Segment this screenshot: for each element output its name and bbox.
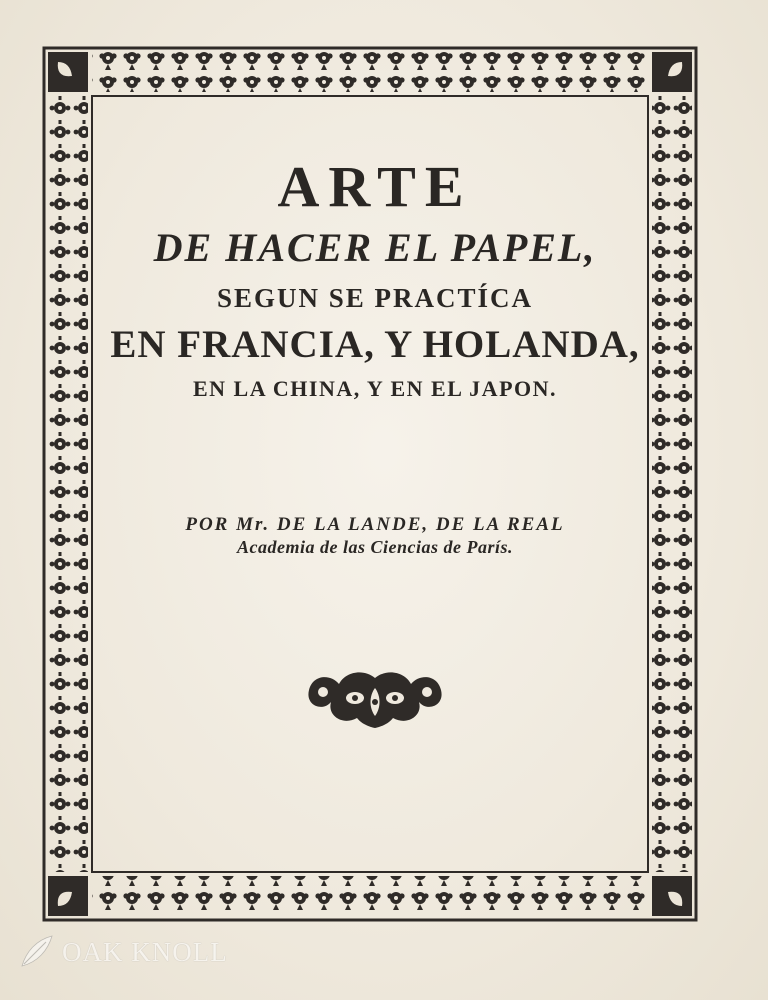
title-page-text bbox=[95, 110, 655, 890]
watermark-text: OAK KNOLL bbox=[62, 936, 228, 967]
watermark bbox=[16, 932, 228, 972]
author-line: POR Mr. DE LA LANDE, DE LA REAL bbox=[185, 514, 565, 535]
subtitle-francia-holanda: EN FRANCIA, Y HOLANDA, bbox=[110, 323, 640, 366]
title-de-hacer-el-papel: DE HACER EL PAPEL, bbox=[153, 225, 597, 270]
subtitle-segun: SEGUN SE PRACTÍCA bbox=[216, 283, 534, 313]
scroll-ornament-icon bbox=[305, 668, 445, 732]
oak-leaf-icon bbox=[16, 932, 56, 972]
title-arte: ARTE bbox=[277, 154, 473, 219]
subtitle-china-japon: EN LA CHINA, Y EN EL JAPON. bbox=[192, 376, 558, 401]
academy-line: Academia de las Ciencias de París. bbox=[237, 537, 513, 557]
